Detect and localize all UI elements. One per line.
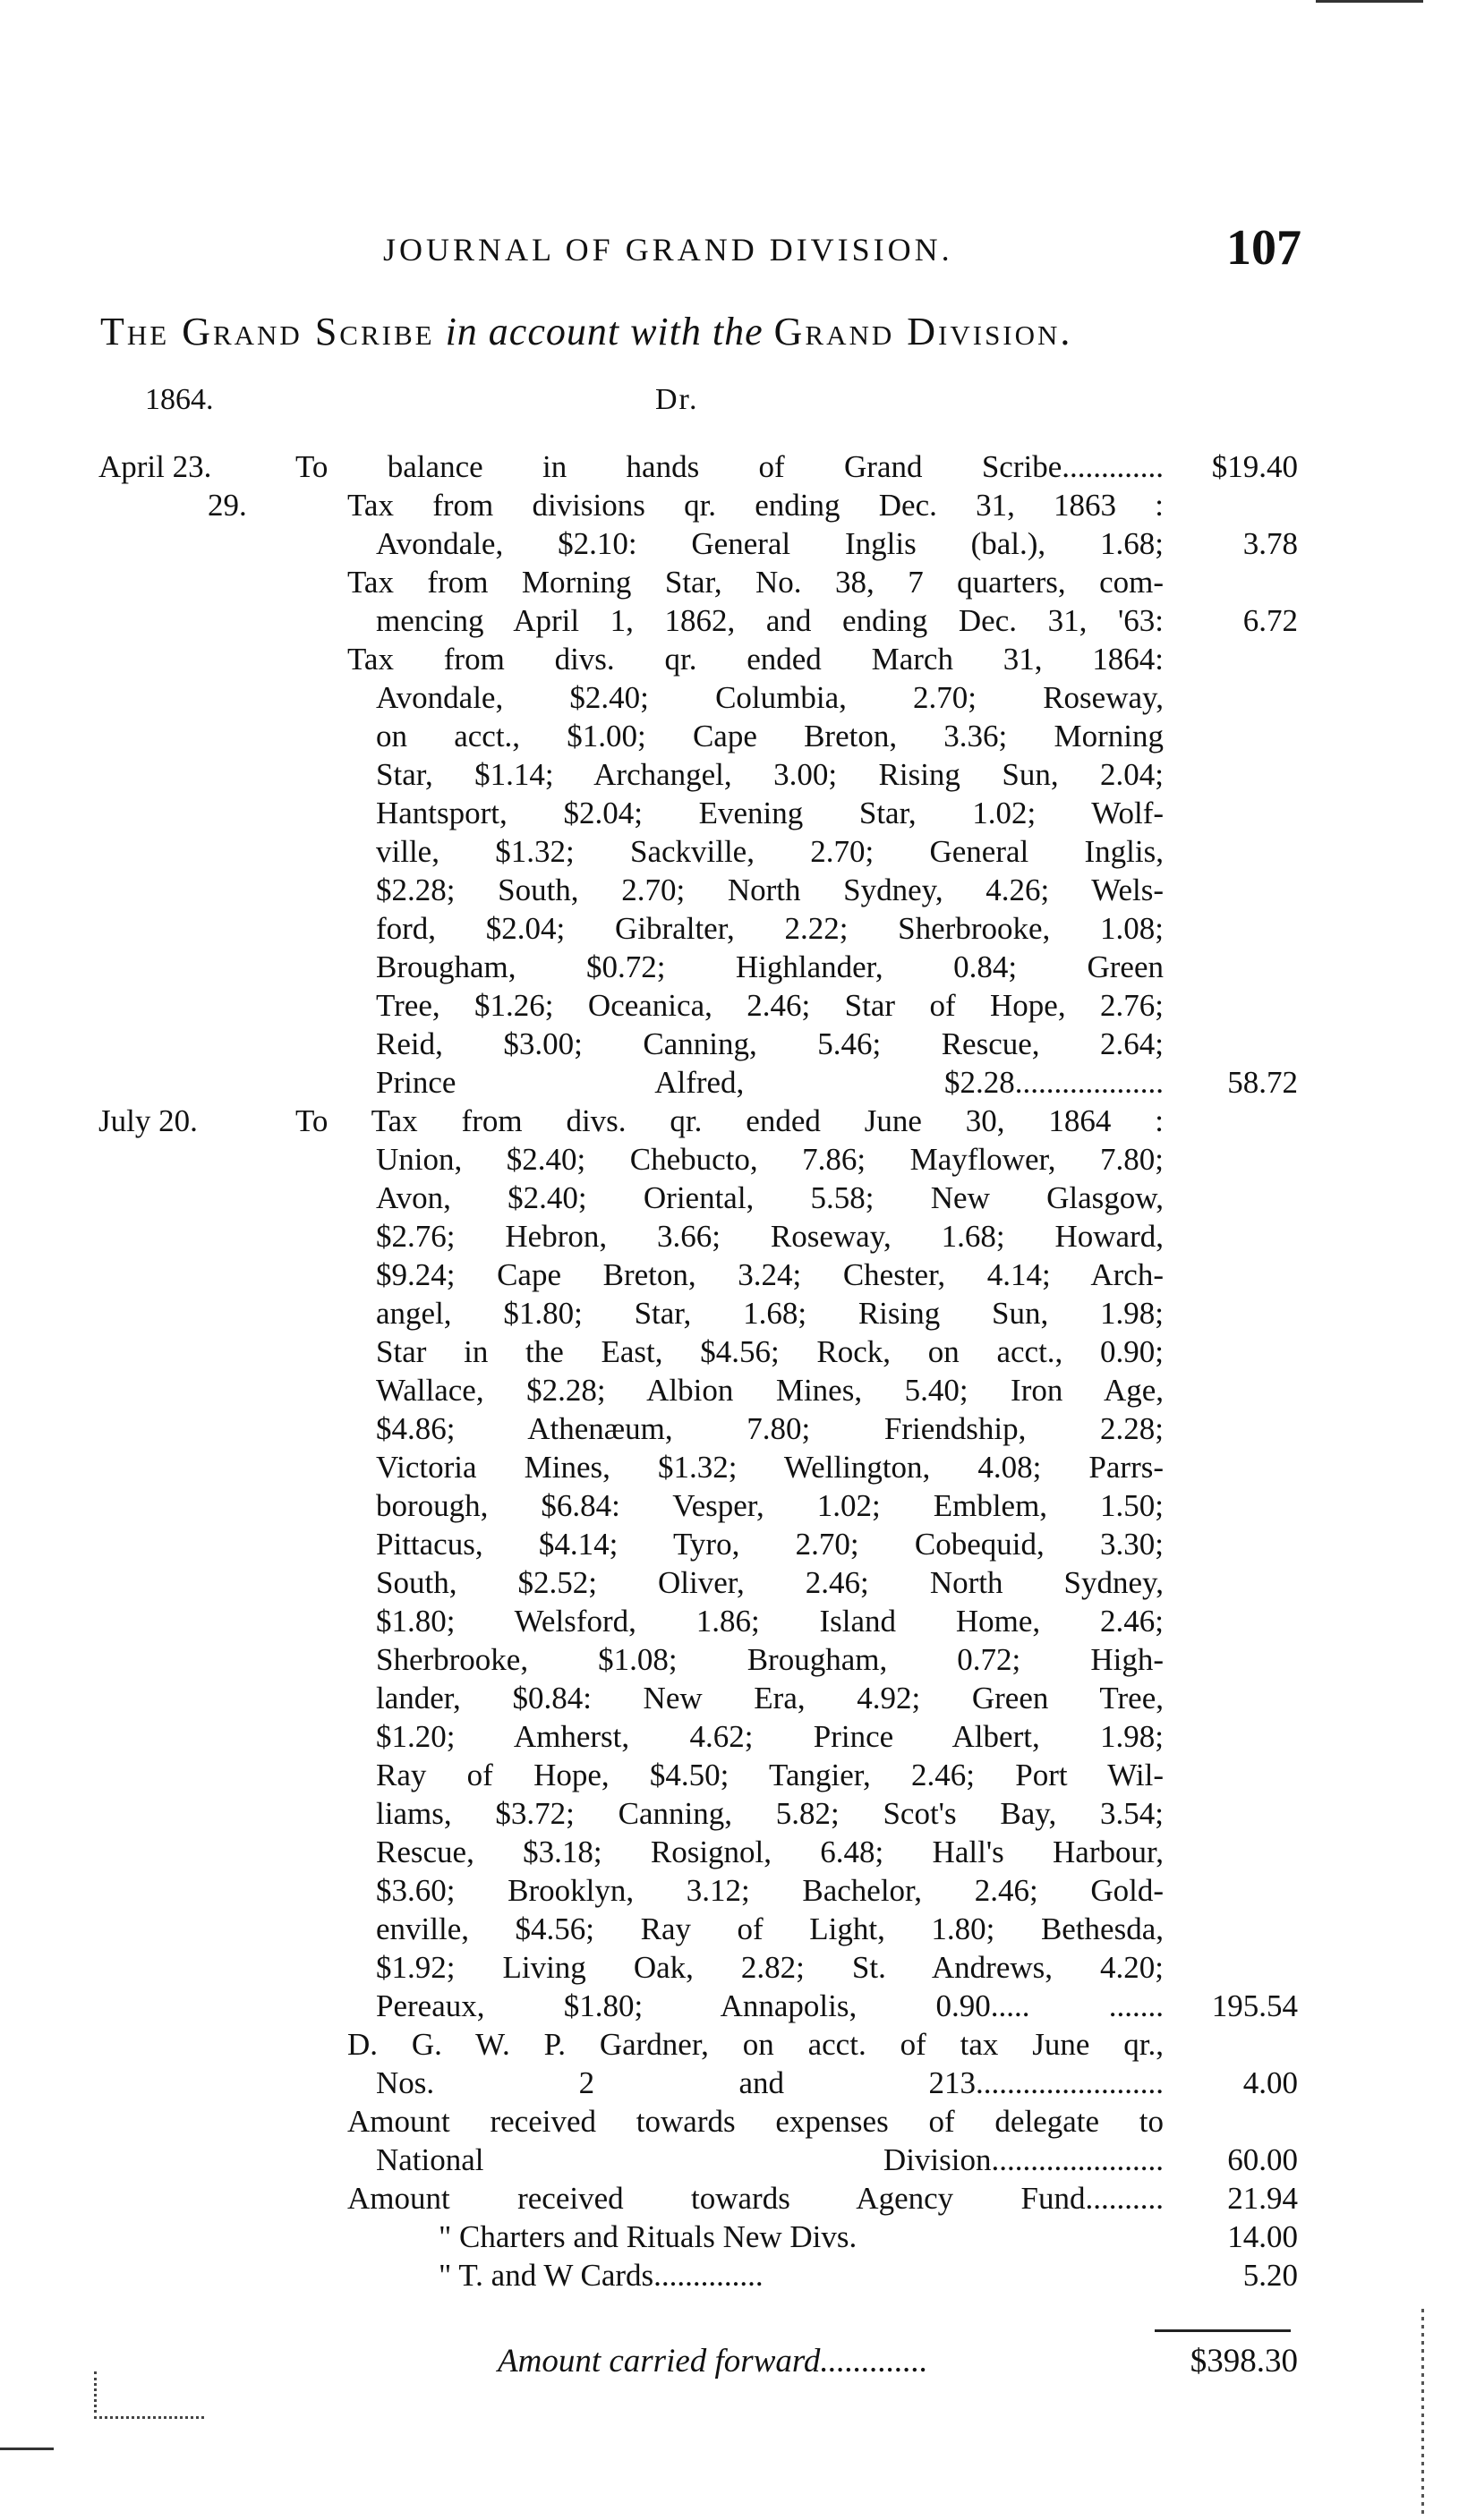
entry-text: Avondale, $2.40; Columbia, 2.70; Roseway,: [376, 680, 1164, 715]
page-number: 107: [1226, 220, 1301, 276]
account-title: [100, 309, 1072, 354]
entry-date: July 20.: [98, 1103, 198, 1138]
entry-date: 29.: [208, 488, 247, 523]
entry-text: ford, $2.04; Gibralter, 2.22; Sherbrooke, 1.08;: [376, 911, 1164, 946]
entry-text: $1.20; Amherst, 4.62; Prince Albert, 1.98;: [376, 1719, 1164, 1754]
entry-text: Star, $1.14; Archangel, 3.00; Rising Sun, 2.04;: [376, 757, 1164, 792]
entry-text: lander, $0.84: New Era, 4.92; Green Tree,: [376, 1681, 1164, 1715]
entry-text: $1.92; Living Oak, 2.82; St. Andrews, 4.20;: [376, 1950, 1164, 1985]
running-head: JOURNAL OF GRAND DIVISION.: [383, 232, 953, 268]
entry-text: $3.60; Brooklyn, 3.12; Bachelor, 2.46; Gold-: [376, 1873, 1164, 1908]
entry-text: Wallace, $2.28; Albion Mines, 5.40; Iron Age,: [376, 1373, 1164, 1408]
entry-amount: 4.00: [1242, 2065, 1298, 2100]
entry-text: mencing April 1, 1862, and ending Dec. 31, '63:: [376, 603, 1164, 638]
debit-heading: Dr.: [655, 383, 699, 416]
entry-text: $9.24; Cape Breton, 3.24; Chester, 4.14; Arch-: [376, 1257, 1164, 1292]
margin-dots: [1421, 2309, 1424, 2515]
title-part-1: The Grand Scribe: [100, 310, 435, 353]
entry-text: Reid, $3.00; Canning, 5.46; Rescue, 2.64;: [376, 1026, 1164, 1061]
title-part-2: in account with the: [445, 310, 764, 353]
entry-text: Prince Alfred, $2.28...................: [376, 1065, 1164, 1100]
entry-amount: $19.40: [1211, 449, 1298, 484]
entry-text: $1.80; Welsford, 1.86; Island Home, 2.46;: [376, 1604, 1164, 1639]
entry-amount: 58.72: [1227, 1065, 1298, 1100]
entry-text: " T. and W Cards..............: [439, 2258, 764, 2293]
entry-text: Avon, $2.40; Oriental, 5.58; New Glasgow,: [376, 1180, 1164, 1215]
entry-text: " Charters and Rituals New Divs.: [439, 2219, 857, 2254]
entry-text: Union, $2.40; Chebucto, 7.86; Mayflower, 7.80;: [376, 1142, 1164, 1177]
entry-amount: 60.00: [1227, 2142, 1298, 2177]
entry-text: Pittacus, $4.14; Tyro, 2.70; Cobequid, 3.30;: [376, 1527, 1164, 1562]
entry-text: $4.86; Athenæum, 7.80; Friendship, 2.28;: [376, 1411, 1164, 1446]
entry-text: Rescue, $3.18; Rosignol, 6.48; Hall's Harbour,: [376, 1835, 1164, 1869]
entry-text: Brougham, $0.72; Highlander, 0.84; Green: [376, 949, 1164, 984]
entry-text: Avondale, $2.10: General Inglis (bal.), 1.68;: [376, 526, 1164, 561]
entry-text: enville, $4.56; Ray of Light, 1.80; Bethesda,: [376, 1911, 1164, 1946]
entry-text: Tax from divs. qr. ended March 31, 1864:: [347, 642, 1164, 677]
entry-text: $2.28; South, 2.70; North Sydney, 4.26; Wels-: [376, 873, 1164, 907]
carried-forward-amount: $398.30: [1190, 2343, 1298, 2380]
entry-text: borough, $6.84: Vesper, 1.02; Emblem, 1.50;: [376, 1488, 1164, 1523]
entry-text: Amount received towards expenses of delegate to: [347, 2104, 1164, 2139]
entry-amount: 14.00: [1227, 2219, 1298, 2254]
entry-text: National Division......................: [376, 2142, 1164, 2177]
entry-text: Tree, $1.26; Oceanica, 2.46; Star of Hope, 2.76;: [376, 988, 1164, 1023]
scan-mark-bottom: [0, 2448, 54, 2450]
entry-text: Pereaux, $1.80; Annapolis, 0.90..... .......: [376, 1988, 1164, 2023]
entry-amount: 3.78: [1242, 526, 1298, 561]
entry-text: ville, $1.32; Sackville, 2.70; General Inglis,: [376, 834, 1164, 869]
entry-amount: 5.20: [1242, 2258, 1298, 2293]
entry-text: To Tax from divs. qr. ended June 30, 1864 :: [295, 1103, 1164, 1138]
entry-amount: 195.54: [1211, 1988, 1298, 2023]
entry-text: Tax from Morning Star, No. 38, 7 quarters, com-: [347, 565, 1164, 600]
year-heading: 1864.: [145, 383, 214, 416]
entry-amount: 6.72: [1242, 603, 1298, 638]
entry-text: Victoria Mines, $1.32; Wellington, 4.08; Parrs-: [376, 1450, 1164, 1485]
entry-text: on acct., $1.00; Cape Breton, 3.36; Morning: [376, 719, 1164, 753]
entry-text: Star in the East, $4.56; Rock, on acct., 0.90;: [376, 1334, 1164, 1369]
scan-mark-top: [1316, 0, 1423, 3]
title-part-3: Grand Division.: [773, 310, 1073, 353]
entry-amount: 21.94: [1227, 2181, 1298, 2216]
entry-text: Ray of Hope, $4.50; Tangier, 2.46; Port Wil-: [376, 1758, 1164, 1792]
entry-text: To balance in hands of Grand Scribe.............: [295, 449, 1164, 484]
entry-text: South, $2.52; Oliver, 2.46; North Sydney,: [376, 1565, 1164, 1600]
entry-date: April 23.: [98, 449, 212, 484]
entry-text: liams, $3.72; Canning, 5.82; Scot's Bay, 3.54;: [376, 1796, 1164, 1831]
entry-text: D. G. W. P. Gardner, on acct. of tax June qr.,: [347, 2027, 1164, 2062]
entry-text: Sherbrooke, $1.08; Brougham, 0.72; High-: [376, 1642, 1164, 1677]
corner-mark: [94, 2371, 204, 2419]
entry-text: $2.76; Hebron, 3.66; Roseway, 1.68; Howard,: [376, 1219, 1164, 1254]
entry-text: Hantsport, $2.04; Evening Star, 1.02; Wolf-: [376, 796, 1164, 830]
entry-text: Amount received towards Agency Fund..........: [347, 2181, 1164, 2216]
entry-text: Tax from divisions qr. ending Dec. 31, 1863 :: [347, 488, 1164, 523]
carried-forward-label: Amount carried forward.............: [498, 2343, 928, 2380]
entry-text: Nos. 2 and 213........................: [376, 2065, 1164, 2100]
entry-text: angel, $1.80; Star, 1.68; Rising Sun, 1.98;: [376, 1296, 1164, 1331]
total-rule: [1155, 2329, 1291, 2332]
